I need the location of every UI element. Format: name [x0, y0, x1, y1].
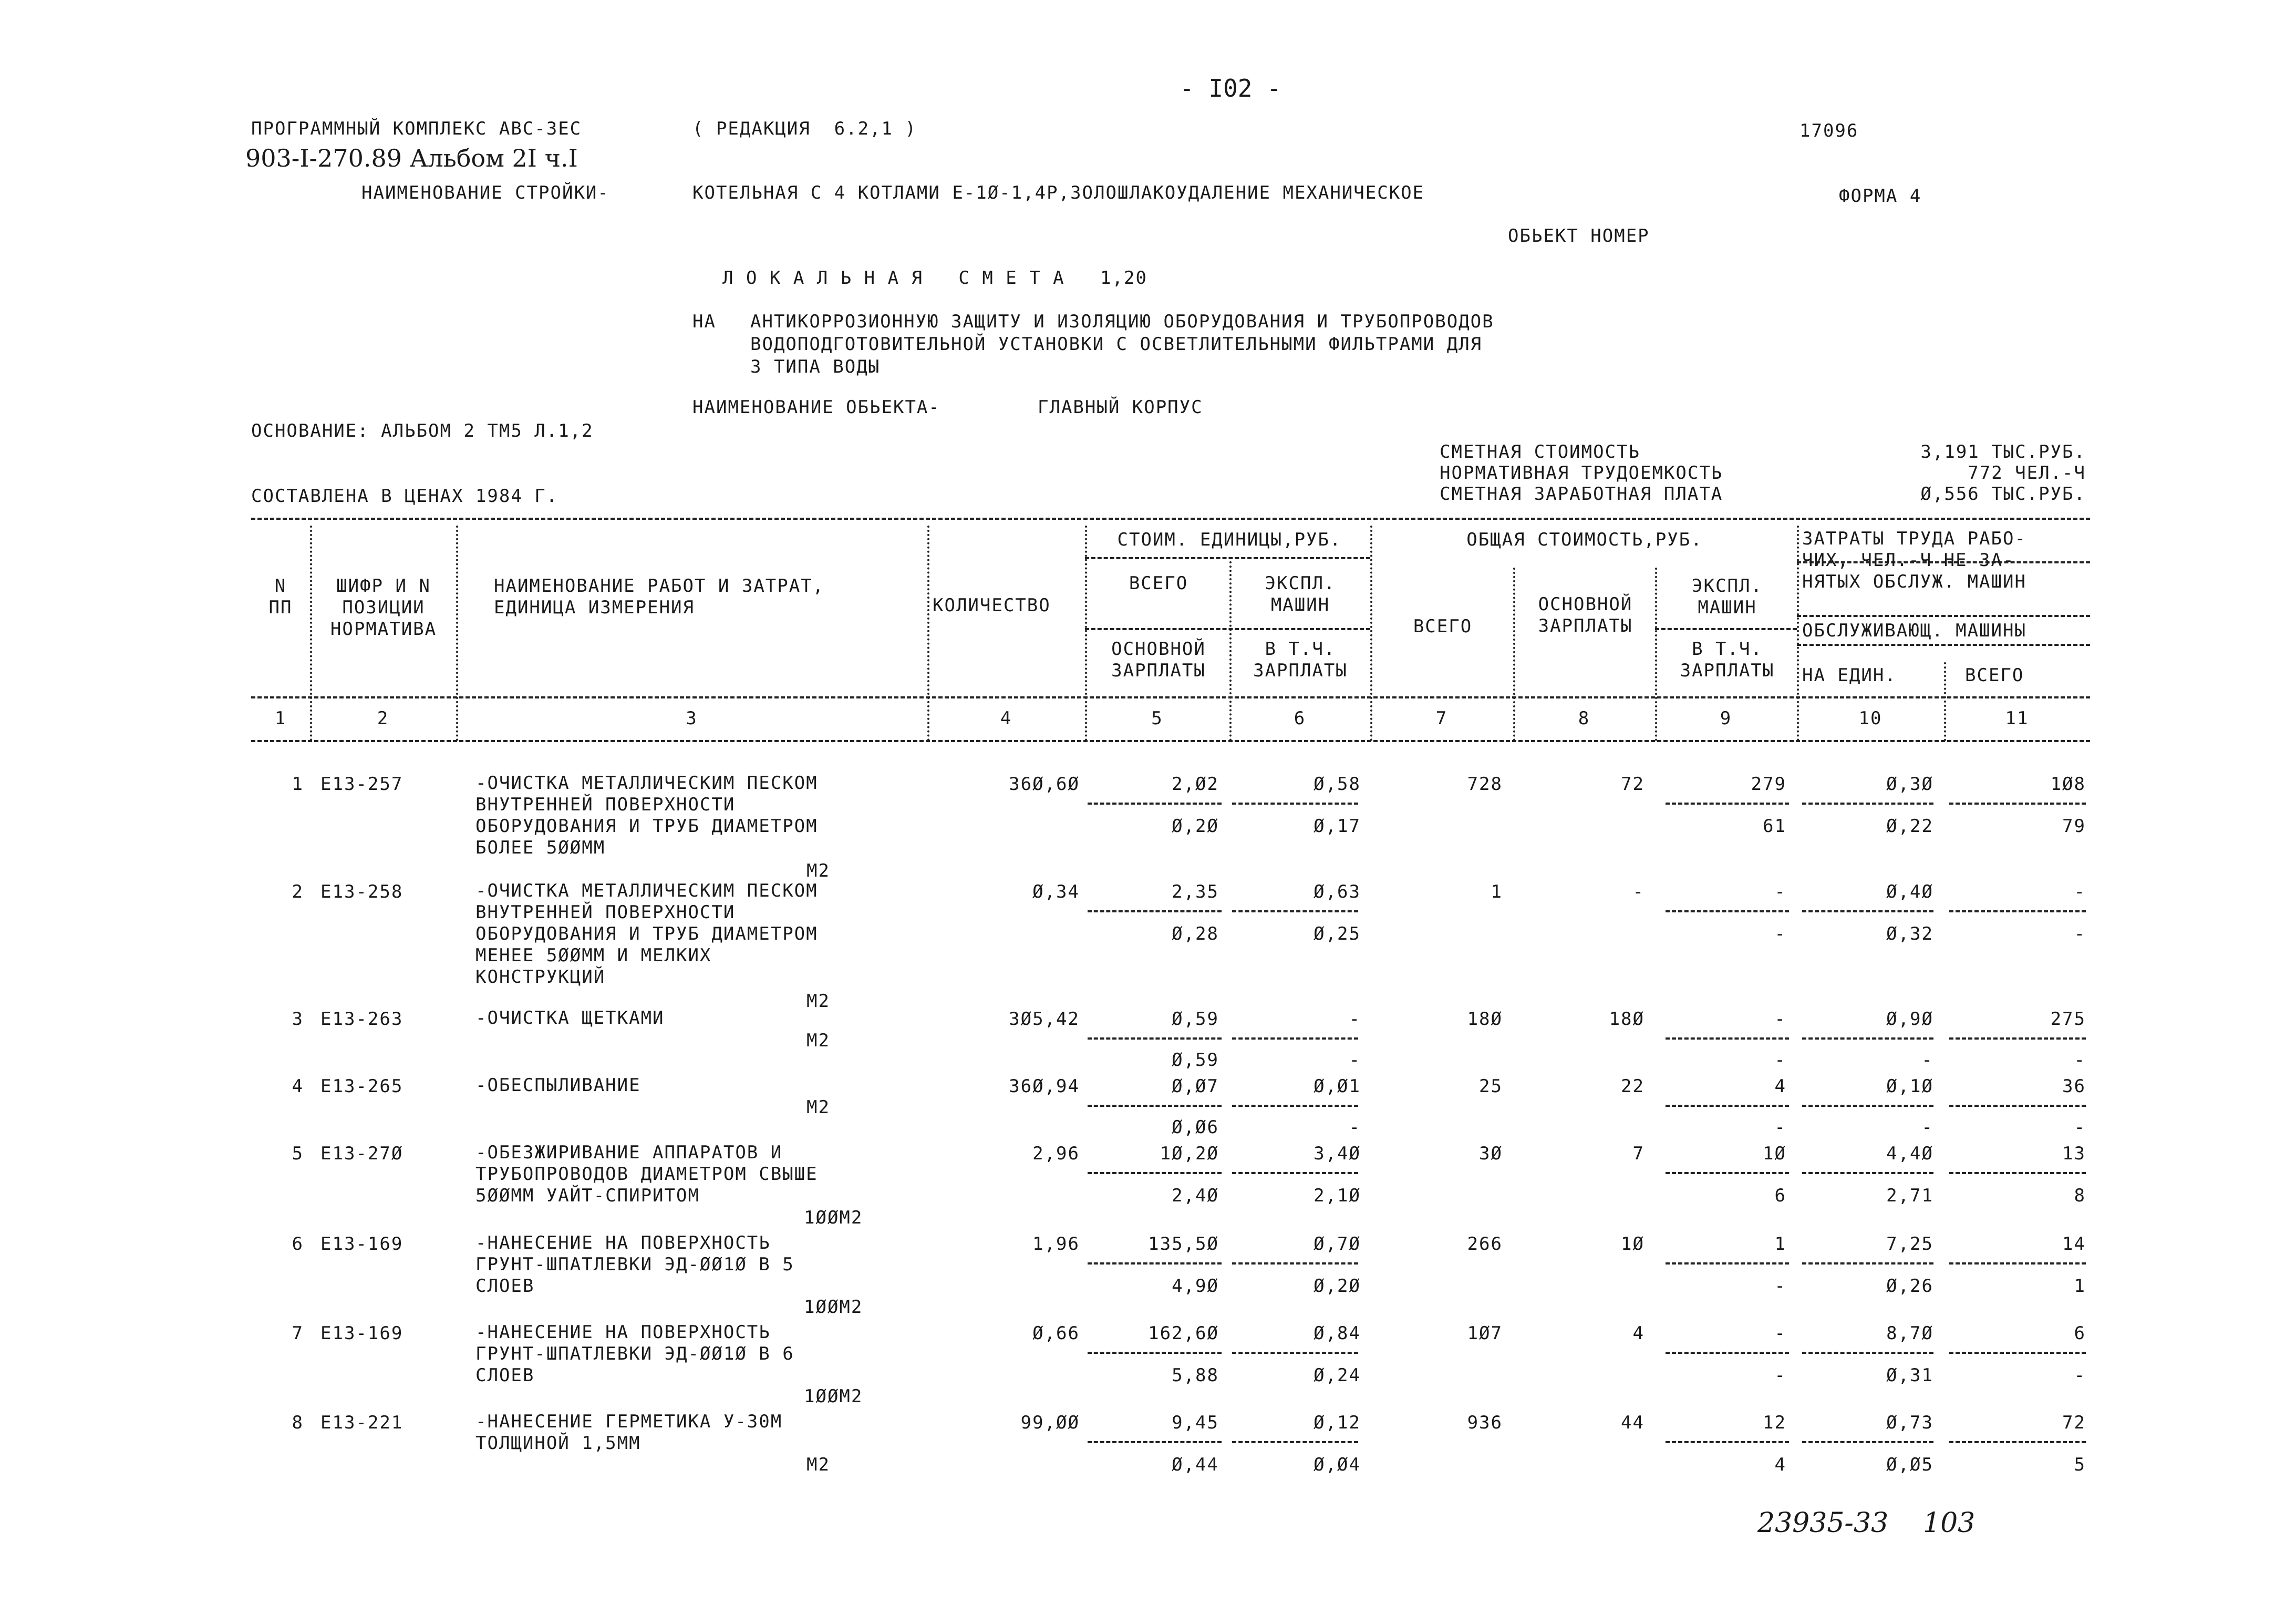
summary-label-cost: СМЕТНАЯ СТОИМОСТЬ — [1440, 441, 1640, 462]
total-subgroup-rule — [1655, 628, 1797, 630]
header-total-cost-group: ОБЩАЯ СТОИМОСТЬ,РУБ. — [1466, 529, 1703, 550]
row-divider — [1666, 910, 1789, 912]
unit-wage: 4,9Ø — [1172, 1276, 1219, 1297]
labor-per-unit: Ø,3Ø — [1886, 774, 1933, 795]
row-divider — [1088, 1105, 1222, 1107]
total-wage: - — [1632, 881, 1645, 902]
labor-subgroup-rule-1 — [1797, 615, 2090, 617]
labor-total: 1Ø8 — [2050, 774, 2086, 795]
row-divider — [1802, 1352, 1933, 1354]
row-quantity: 3Ø5,42 — [1009, 1009, 1080, 1030]
unit-machine-wage: Ø,Ø4 — [1314, 1454, 1361, 1475]
unit-machine-wage: - — [1349, 1117, 1361, 1138]
total-wage: 72 — [1621, 774, 1645, 795]
row-name: -НАНЕСЕНИЕ ГЕРМЕТИКА У-30М ТОЛЩИНОЙ 1,5ММ — [475, 1411, 783, 1454]
service-labor-total: - — [2074, 923, 2086, 944]
labor-total: 13 — [2062, 1143, 2086, 1164]
labor-total: 14 — [2062, 1233, 2086, 1255]
labor-per-unit: 7,25 — [1886, 1233, 1933, 1255]
total-machine-cost: 12 — [1763, 1412, 1786, 1433]
labor-total: - — [2074, 881, 2086, 902]
document-code: 17096 — [1799, 120, 1859, 141]
row-unit: М2 — [806, 1454, 830, 1475]
total-machine-cost: 279 — [1751, 774, 1786, 795]
unit-wage: 5,88 — [1172, 1365, 1219, 1386]
total-machine-cost: - — [1774, 1009, 1786, 1030]
total-wage: 44 — [1621, 1412, 1645, 1433]
row-divider — [1232, 910, 1358, 912]
col-number-3: 3 — [686, 708, 698, 729]
total-wage: 22 — [1621, 1076, 1645, 1097]
unit-total-cost: Ø,59 — [1172, 1009, 1219, 1030]
col-divider-9 — [1797, 526, 1799, 741]
header-total-machines: ЭКСПЛ. МАШИН — [1692, 575, 1763, 618]
unit-machine-cost: Ø,Ø1 — [1314, 1076, 1361, 1097]
total-cost: 266 — [1467, 1233, 1503, 1255]
col-divider-10 — [1944, 662, 1946, 741]
header-total-wage: ОСНОВНОЙ ЗАРПЛАТЫ — [1538, 594, 1633, 636]
col-number-8: 8 — [1578, 708, 1590, 729]
purpose-prefix: НА — [692, 311, 716, 332]
row-divider — [1802, 1441, 1933, 1443]
summary-value-cost: 3,191 ТЫС.РУБ. — [1920, 441, 2086, 462]
row-code: Е13-258 — [320, 881, 404, 902]
form-number: ФОРМА 4 — [1839, 186, 1922, 207]
unit-total-cost: 1Ø,2Ø — [1160, 1143, 1219, 1164]
header-labor-service: ОБСЛУЖИВАЮЩ. МАШИНЫ — [1802, 620, 2026, 641]
labor-total: 6 — [2074, 1323, 2086, 1344]
service-labor-total: - — [2074, 1050, 2086, 1071]
row-name: -НАНЕСЕНИЕ НА ПОВЕРХНОСТЬ ГРУНТ-ШПАТЛЕВКИ ЭД-ØØ1Ø В 6 СЛОЕВ — [475, 1322, 794, 1386]
labor-subgroup-rule-2 — [1797, 644, 2090, 646]
col-divider-1 — [310, 526, 312, 741]
summary-value-wage: Ø,556 ТЫС.РУБ. — [1920, 484, 2086, 505]
unit-machine-cost: Ø,12 — [1314, 1412, 1361, 1433]
labor-per-unit: Ø,73 — [1886, 1412, 1933, 1433]
unit-machine-wage: Ø,24 — [1314, 1365, 1361, 1386]
row-quantity: 1,96 — [1032, 1233, 1080, 1255]
service-labor-total: 79 — [2062, 816, 2086, 837]
program-edition: ( РЕДАКЦИЯ 6.2,1 ) — [692, 118, 917, 139]
album-reference: 903-I-270.89 Альбом 2I ч.I — [245, 144, 578, 172]
row-divider — [1088, 1037, 1222, 1040]
total-machine-wage: - — [1774, 1365, 1786, 1386]
basis: ОСНОВАНИЕ: АЛЬБОМ 2 ТМ5 Л.1,2 — [251, 420, 594, 441]
unit-wage: Ø,44 — [1172, 1454, 1219, 1475]
row-quantity: 36Ø,6Ø — [1009, 774, 1080, 795]
object-number-label: ОБЬЕКТ НОМЕР — [1508, 225, 1650, 246]
unit-machine-wage: Ø,2Ø — [1314, 1276, 1361, 1297]
total-machine-wage: - — [1774, 923, 1786, 944]
row-divider — [1666, 1262, 1789, 1265]
row-code: Е13-27Ø — [320, 1143, 404, 1164]
row-divider — [1802, 1172, 1933, 1174]
service-labor-per-unit: - — [1921, 1050, 1933, 1071]
service-labor-per-unit: Ø,32 — [1886, 923, 1933, 944]
object-name-label: НАИМЕНОВАНИЕ ОБЬЕКТА- — [692, 397, 940, 418]
row-divider — [1232, 1172, 1358, 1174]
row-divider — [1232, 1105, 1358, 1107]
unit-machine-cost: Ø,58 — [1314, 774, 1361, 795]
total-cost: 728 — [1467, 774, 1503, 795]
row-quantity: 2,96 — [1032, 1143, 1080, 1164]
total-cost: 936 — [1467, 1412, 1503, 1433]
unit-wage: Ø,28 — [1172, 923, 1219, 944]
row-unit: 1ØØМ2 — [804, 1297, 863, 1318]
row-name: -ОБЕСПЫЛИВАНИЕ — [475, 1075, 641, 1096]
unit-machine-wage: 2,1Ø — [1314, 1185, 1361, 1206]
row-unit: М2 — [806, 991, 830, 1012]
row-divider — [1232, 1441, 1358, 1443]
row-code: Е13-169 — [320, 1323, 404, 1344]
total-cost: 1Ø7 — [1467, 1323, 1503, 1344]
row-number: 5 — [292, 1143, 304, 1164]
unit-total-cost: 162,6Ø — [1148, 1323, 1219, 1344]
unit-machine-cost: 3,4Ø — [1314, 1143, 1361, 1164]
row-divider — [1666, 1352, 1789, 1354]
purpose-line-3: 3 ТИПА ВОДЫ — [750, 356, 881, 377]
row-divider — [1949, 1037, 2086, 1040]
construction-name: КОТЕЛЬНАЯ С 4 КОТЛАМИ Е-1Ø-1,4Р,ЗОЛОШЛАКОУДАЛЕНИЕ МЕХАНИЧЕСКОЕ — [692, 182, 1425, 203]
col-number-9: 9 — [1720, 708, 1732, 729]
row-divider — [1949, 803, 2086, 805]
row-divider — [1666, 1172, 1789, 1174]
header-labor-group: ЗАТРАТЫ ТРУДА РАБО- ЧИХ, ЧЕЛ.-Ч НЕ ЗА- НЯТЫХ ОБСЛУЖ. МАШИН — [1802, 528, 2026, 592]
row-number: 4 — [292, 1076, 304, 1097]
row-divider — [1088, 1262, 1222, 1265]
row-code: Е13-263 — [320, 1009, 404, 1030]
column-numbers-rule — [251, 740, 2090, 742]
row-code: Е13-221 — [320, 1412, 404, 1433]
row-divider — [1949, 1172, 2086, 1174]
unit-wage: Ø,2Ø — [1172, 816, 1219, 837]
header-col-qty: КОЛИЧЕСТВО — [933, 595, 1051, 616]
header-unit-machines: ЭКСПЛ. МАШИН — [1265, 573, 1336, 615]
unit-machine-cost: Ø,63 — [1314, 881, 1361, 902]
row-divider — [1088, 1441, 1222, 1443]
unit-total-cost: Ø,Ø7 — [1172, 1076, 1219, 1097]
header-bottom-rule — [251, 696, 2090, 698]
unit-wage: 2,4Ø — [1172, 1185, 1219, 1206]
row-number: 7 — [292, 1323, 304, 1344]
estimate-title: Л О К А Л Ь Н А Я С М Е Т А 1,20 — [722, 268, 1147, 289]
row-unit: 1ØØМ2 — [804, 1386, 863, 1407]
total-machine-cost: 4 — [1774, 1076, 1786, 1097]
row-divider — [1802, 1105, 1933, 1107]
total-machine-wage: 6 — [1774, 1185, 1786, 1206]
row-divider — [1949, 1441, 2086, 1443]
row-unit: М2 — [806, 860, 830, 881]
col-number-2: 2 — [377, 708, 389, 729]
row-quantity: Ø,34 — [1032, 881, 1080, 902]
row-divider — [1666, 1105, 1789, 1107]
unit-wage: Ø,59 — [1172, 1050, 1219, 1071]
row-number: 2 — [292, 881, 304, 902]
total-machine-wage: 4 — [1774, 1454, 1786, 1475]
header-col-name: НАИМЕНОВАНИЕ РАБОТ И ЗАТРАТ, ЕДИНИЦА ИЗМЕРЕНИЯ — [494, 575, 825, 618]
row-divider — [1949, 910, 2086, 912]
total-machine-wage: 61 — [1763, 816, 1786, 837]
unit-machine-cost: Ø,84 — [1314, 1323, 1361, 1344]
labor-per-unit: Ø,4Ø — [1886, 881, 1933, 902]
row-divider — [1802, 803, 1933, 805]
row-divider — [1802, 910, 1933, 912]
total-cost: 1 — [1491, 881, 1503, 902]
labor-total: 275 — [2050, 1009, 2086, 1030]
col-number-7: 7 — [1435, 708, 1448, 729]
labor-per-unit: 8,7Ø — [1886, 1323, 1933, 1344]
page-number: - I02 - — [1180, 74, 1281, 102]
service-labor-per-unit: Ø,26 — [1886, 1276, 1933, 1297]
header-total-machine-wage: В Т.Ч. ЗАРПЛАТЫ — [1680, 639, 1775, 681]
row-divider — [1232, 1352, 1358, 1354]
header-unit-wage: ОСНОВНОЙ ЗАРПЛАТЫ — [1111, 639, 1206, 681]
header-col-n: N ПП — [268, 575, 293, 618]
total-wage: 7 — [1632, 1143, 1645, 1164]
service-labor-total: - — [2074, 1365, 2086, 1386]
unit-machine-cost: - — [1349, 1009, 1361, 1030]
unit-machine-wage: Ø,17 — [1314, 816, 1361, 837]
row-name: -ОЧИСТКА ЩЕТКАМИ — [475, 1008, 665, 1029]
col-number-5: 5 — [1151, 708, 1163, 729]
total-wage: 18Ø — [1609, 1009, 1645, 1030]
total-machine-cost: 1Ø — [1763, 1143, 1786, 1164]
unit-total-cost: 2,35 — [1172, 881, 1219, 902]
row-divider — [1088, 803, 1222, 805]
row-divider — [1088, 1352, 1222, 1354]
service-labor-per-unit: Ø,Ø5 — [1886, 1454, 1933, 1475]
summary-label-wage: СМЕТНАЯ ЗАРАБОТНАЯ ПЛАТА — [1440, 484, 1723, 505]
header-total-all: ВСЕГО — [1413, 616, 1473, 637]
total-cost: 3Ø — [1479, 1143, 1503, 1164]
col-divider-3 — [927, 526, 929, 741]
unit-machine-wage: Ø,25 — [1314, 923, 1361, 944]
unit-group-rule — [1085, 557, 1370, 559]
object-name: ГЛАВНЫЙ КОРПУС — [1038, 397, 1203, 418]
row-divider — [1666, 1037, 1789, 1040]
row-quantity: 99,ØØ — [1020, 1412, 1080, 1433]
row-divider — [1666, 1441, 1789, 1443]
purpose-line-2: ВОДОПОДГОТОВИТЕЛЬНОЙ УСТАНОВКИ С ОСВЕТЛИТЕЛЬНЫМИ ФИЛЬТРАМИ ДЛЯ — [750, 334, 1483, 355]
service-labor-total: 1 — [2074, 1276, 2086, 1297]
header-top-rule — [251, 518, 2090, 520]
col-number-10: 10 — [1858, 708, 1883, 729]
labor-per-unit: Ø,9Ø — [1886, 1009, 1933, 1030]
price-basis: СОСТАВЛЕНА В ЦЕНАХ 1984 Г. — [251, 486, 559, 507]
header-labor-total: ВСЕГО — [1965, 665, 2024, 686]
total-machine-wage: - — [1774, 1276, 1786, 1297]
total-machine-cost: 1 — [1774, 1233, 1786, 1255]
total-machine-cost: - — [1774, 881, 1786, 902]
row-name: -ОЧИСТКА МЕТАЛЛИЧЕСКИМ ПЕСКОМ ВНУТРЕННЕЙ ПОВЕРХНОСТИ ОБОРУДОВАНИЯ И ТРУБ ДИАМЕТРОМ МЕНЕЕ 5ØØММ И МЕЛКИХ КОНСТРУКЦИЙ — [475, 880, 818, 988]
row-unit: 1ØØМ2 — [804, 1207, 863, 1228]
row-name: -ОЧИСТКА МЕТАЛЛИЧЕСКИМ ПЕСКОМ ВНУТРЕННЕЙ ПОВЕРХНОСТИ ОБОРУДОВАНИЯ И ТРУБ ДИАМЕТРОМ БОЛЕЕ 5ØØММ — [475, 773, 818, 858]
row-divider — [1949, 1262, 2086, 1265]
labor-per-unit: Ø,1Ø — [1886, 1076, 1933, 1097]
unit-total-cost: 135,5Ø — [1148, 1233, 1219, 1255]
unit-total-cost: 2,Ø2 — [1172, 774, 1219, 795]
service-labor-per-unit: Ø,31 — [1886, 1365, 1933, 1386]
labor-total: 72 — [2062, 1412, 2086, 1433]
total-wage: 1Ø — [1621, 1233, 1645, 1255]
labor-total: 36 — [2062, 1076, 2086, 1097]
header-labor-per-unit: НА ЕДИН. — [1802, 665, 1897, 686]
row-divider — [1088, 1172, 1222, 1174]
row-unit: М2 — [806, 1097, 830, 1118]
col-number-11: 11 — [2005, 708, 2029, 729]
row-divider — [1949, 1352, 2086, 1354]
total-machine-cost: - — [1774, 1323, 1786, 1344]
row-divider — [1088, 910, 1222, 912]
unit-wage: Ø,Ø6 — [1172, 1117, 1219, 1138]
program-name: ПРОГРАММНЫЙ КОМПЛЕКС АВС-3ЕС — [251, 118, 582, 139]
service-labor-total: - — [2074, 1117, 2086, 1138]
handwritten-document-number: 23935-33 — [1757, 1507, 1889, 1539]
row-number: 6 — [292, 1233, 304, 1255]
row-number: 1 — [292, 774, 304, 795]
header-unit-total: ВСЕГО — [1129, 573, 1188, 594]
total-cost: 25 — [1479, 1076, 1503, 1097]
row-divider — [1232, 1037, 1358, 1040]
row-divider — [1949, 1105, 2086, 1107]
row-divider — [1232, 803, 1358, 805]
col-divider-2 — [456, 526, 458, 741]
purpose-line-1: АНТИКОРРОЗИОННУЮ ЗАЩИТУ И ИЗОЛЯЦИЮ ОБОРУДОВАНИЯ И ТРУБОПРОВОДОВ — [750, 311, 1494, 332]
total-cost: 18Ø — [1467, 1009, 1503, 1030]
header-unit-cost-group: СТОИМ. ЕДИНИЦЫ,РУБ. — [1117, 529, 1342, 550]
row-name: -НАНЕСЕНИЕ НА ПОВЕРХНОСТЬ ГРУНТ-ШПАТЛЕВКИ ЭД-ØØ1Ø В 5 СЛОЕВ — [475, 1232, 794, 1297]
row-divider — [1666, 803, 1789, 805]
total-machine-wage: - — [1774, 1117, 1786, 1138]
service-labor-per-unit: Ø,22 — [1886, 816, 1933, 837]
service-labor-per-unit: - — [1921, 1117, 1933, 1138]
row-name: -ОБЕЗЖИРИВАНИЕ АППАРАТОВ И ТРУБОПРОВОДОВ ДИАМЕТРОМ СВЫШЕ 5ØØММ УАЙТ-СПИРИТОМ — [475, 1142, 818, 1206]
col-number-4: 4 — [1000, 708, 1012, 729]
construction-label: НАИМЕНОВАНИЕ СТРОЙКИ- — [361, 182, 609, 203]
service-labor-total: 8 — [2074, 1185, 2086, 1206]
total-wage: 4 — [1632, 1323, 1645, 1344]
row-code: Е13-265 — [320, 1076, 404, 1097]
row-code: Е13-257 — [320, 774, 404, 795]
row-unit: М2 — [806, 1030, 830, 1051]
summary-label-labor: НОРМАТИВНАЯ ТРУДОЕМКОСТЬ — [1440, 462, 1723, 484]
row-divider — [1802, 1262, 1933, 1265]
service-labor-total: 5 — [2074, 1454, 2086, 1475]
row-divider — [1802, 1037, 1933, 1040]
col-number-1: 1 — [274, 708, 287, 729]
header-col-code: ШИФР И N ПОЗИЦИИ НОРМАТИВА — [330, 575, 437, 640]
row-code: Е13-169 — [320, 1233, 404, 1255]
unit-subgroup-rule — [1085, 628, 1370, 630]
labor-per-unit: 4,4Ø — [1886, 1143, 1933, 1164]
row-quantity: Ø,66 — [1032, 1323, 1080, 1344]
row-number: 3 — [292, 1009, 304, 1030]
summary-value-labor: 772 ЧЕЛ.-Ч — [1968, 462, 2086, 484]
unit-total-cost: 9,45 — [1172, 1412, 1219, 1433]
row-divider — [1232, 1262, 1358, 1265]
row-quantity: 36Ø,94 — [1009, 1076, 1080, 1097]
handwritten-page-number: 103 — [1923, 1507, 1976, 1539]
unit-machine-wage: - — [1349, 1050, 1361, 1071]
unit-machine-cost: Ø,7Ø — [1314, 1233, 1361, 1255]
service-labor-per-unit: 2,71 — [1886, 1185, 1933, 1206]
row-number: 8 — [292, 1412, 304, 1433]
col-number-6: 6 — [1294, 708, 1306, 729]
total-machine-wage: - — [1774, 1050, 1786, 1071]
header-unit-machine-wage: В Т.Ч. ЗАРПЛАТЫ — [1253, 639, 1348, 681]
